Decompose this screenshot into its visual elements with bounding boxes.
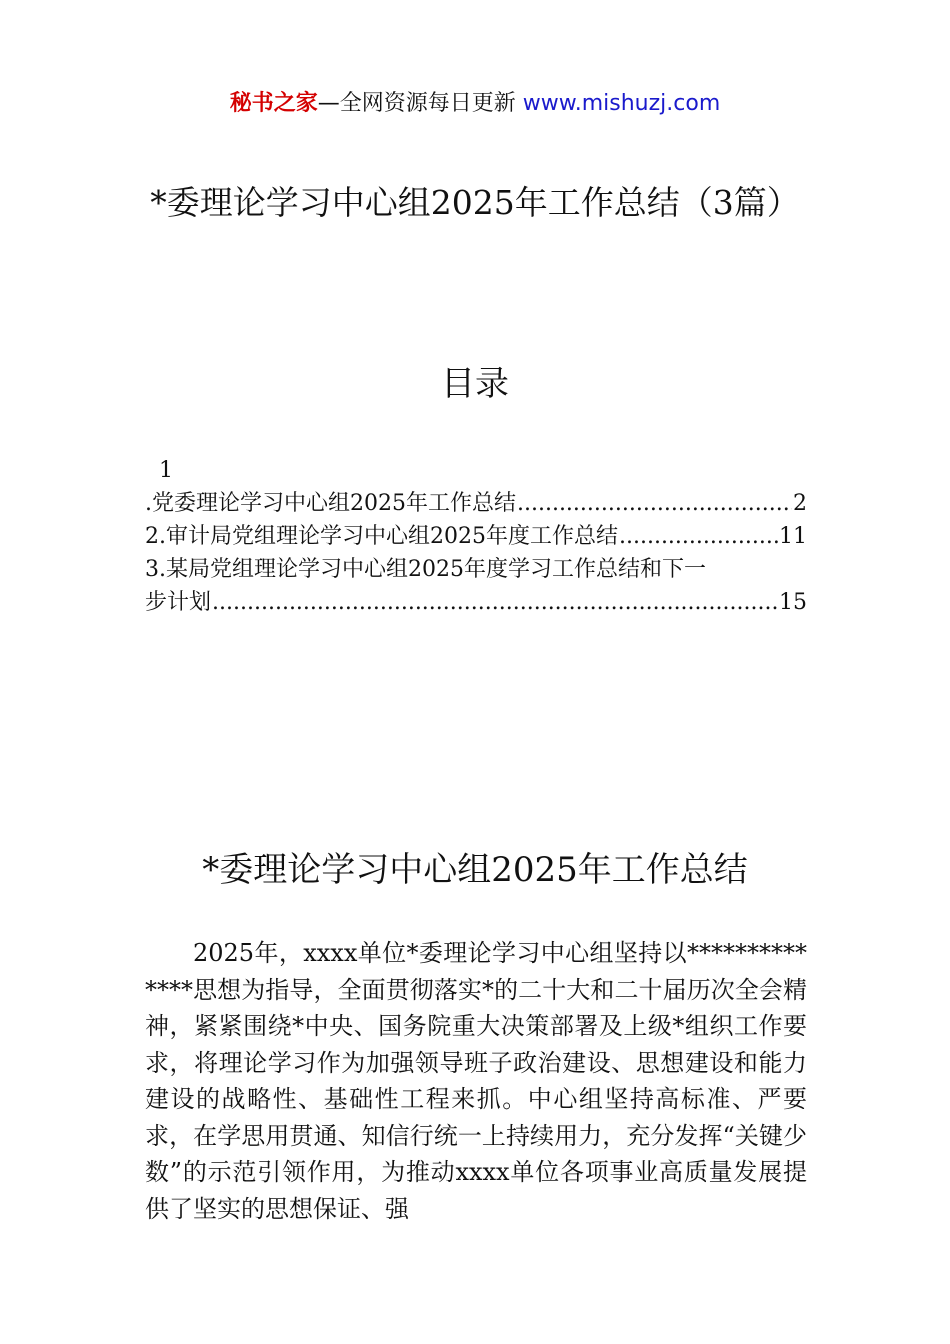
site-url-link[interactable]: www.mishuzj.com (522, 91, 721, 116)
toc-item-1-text: .党委理论学习中心组2025年工作总结 (145, 491, 516, 516)
toc-item-3-text-line2: 步计划 (145, 590, 212, 615)
table-of-contents (145, 454, 807, 619)
toc-leader-dots (212, 586, 778, 619)
header-tagline: —全网资源每日更新 (317, 91, 516, 116)
toc-leader-dots (517, 487, 792, 520)
document-title: *委理论学习中心组2025年工作总结（3篇） (150, 183, 800, 222)
toc-item-3-page: 15 (779, 590, 807, 615)
toc-heading: 目录 (441, 364, 509, 404)
toc-item-1-page: 2 (793, 491, 807, 516)
toc-item-3[interactable] (145, 553, 807, 619)
toc-item-3-text-line1: 3.某局党组理论学习中心组2025年度学习工作总结和下一 (145, 557, 706, 582)
toc-item-2[interactable] (145, 520, 807, 553)
toc-item-1-number: 1 (159, 458, 173, 483)
site-header (0, 88, 950, 120)
toc-item-1[interactable] (145, 487, 807, 520)
body-paragraph: 2025年，xxxx单位*委理论学习中心组坚持以**************思想为指导，全面贯彻落实*的二十大和二十届历次全会精神，紧紧围绕*中央、国务院重大决策部署及上级*组织工作要求，将理论学习作为加强领导班子政治建设、思想建设和能力建设的战略性、基础性工程来抓。中心组坚持高标准、严要求，在学思用贯通、知信行统一上持续用力，充分发挥“关键少数”的示范引领作用，为推动xxxx单位各项事业高质量发展提供了坚实的思想保证、强 (145, 939, 807, 1223)
toc-item-2-text: 2.审计局党组理论学习中心组2025年度工作总结 (145, 524, 618, 549)
section-title: *委理论学习中心组2025年工作总结 (202, 850, 748, 890)
toc-item-2-page: 11 (779, 524, 807, 549)
toc-leader-dots (619, 520, 778, 553)
brand-name: 秘书之家 (229, 91, 318, 116)
